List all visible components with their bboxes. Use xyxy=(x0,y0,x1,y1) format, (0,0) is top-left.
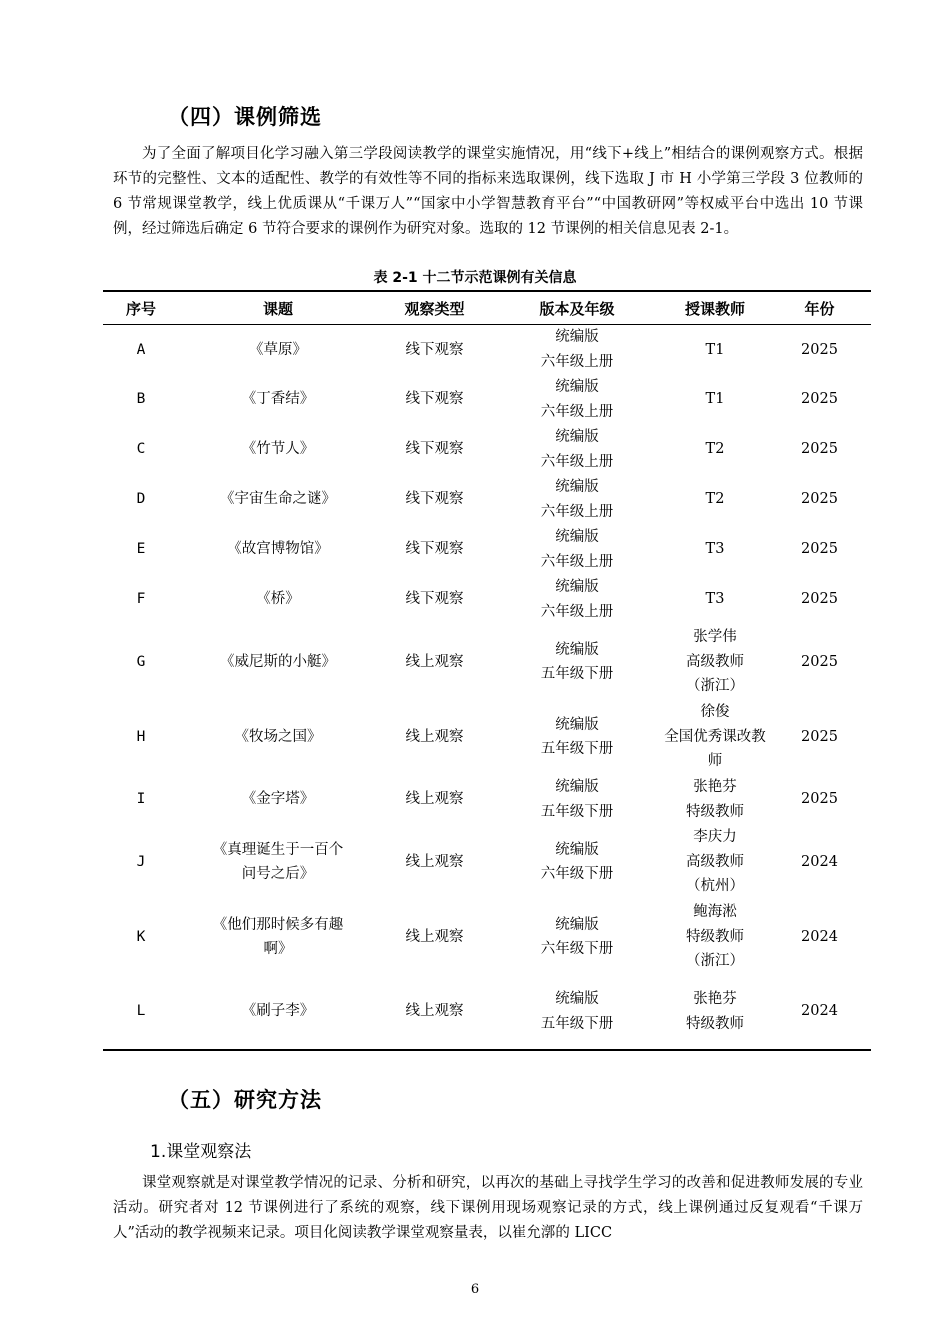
teacher-cell-line: 张学伟 xyxy=(693,629,737,646)
title-cell xyxy=(179,375,377,425)
seq-cell: D xyxy=(136,491,146,508)
edition-cell xyxy=(492,625,662,700)
teacher-cell-line: （杭州） xyxy=(686,878,744,895)
teacher-cell-line: 特级教师 xyxy=(686,803,744,820)
type-cell: 线下观察 xyxy=(405,391,464,408)
seq-cell: I xyxy=(136,791,146,808)
year-cell: 2025 xyxy=(801,591,838,608)
edition-cell xyxy=(492,325,662,375)
seq-cell: K xyxy=(136,928,146,945)
title-cell-line: 《金字塔》 xyxy=(241,791,315,808)
table-row xyxy=(103,900,871,975)
teacher-cell-line: T3 xyxy=(705,591,725,608)
edition-cell-line: 统编版 xyxy=(555,991,599,1007)
header-seq: 序号 xyxy=(103,291,179,325)
type-cell: 线上观察 xyxy=(405,653,464,670)
title-cell-line: 《刷子李》 xyxy=(241,1003,315,1020)
edition-cell-line: 统编版 xyxy=(555,529,599,545)
title-cell-line: 《宇宙生命之谜》 xyxy=(220,491,336,508)
edition-cell-line: 统编版 xyxy=(555,329,599,346)
teacher-cell xyxy=(662,575,768,625)
teacher-cell-line: （浙江） xyxy=(686,953,744,970)
seq-cell: E xyxy=(136,541,146,558)
table-row xyxy=(103,325,871,375)
title-cell-line: 《桥》 xyxy=(256,591,300,608)
edition-cell xyxy=(492,825,662,900)
type-cell: 线上观察 xyxy=(377,975,492,1050)
table-row xyxy=(103,575,871,625)
edition-cell-line: 六年级上册 xyxy=(540,403,614,420)
header-edition: 版本及年级 xyxy=(492,291,662,325)
title-cell-line: 《他们那时候多有趣 xyxy=(212,916,344,933)
type-cell: 线下观察 xyxy=(405,491,464,508)
edition-cell-line: 统编版 xyxy=(555,579,599,595)
edition-cell-line: 五年级下册 xyxy=(540,666,614,682)
teacher-cell-line: 徐俊 xyxy=(700,704,730,721)
title-cell xyxy=(179,525,377,575)
table-row xyxy=(103,825,871,900)
page-number: 6 xyxy=(470,1282,480,1297)
teacher-cell xyxy=(662,375,768,425)
table-caption: 表 2-1 十二节示范课例有关信息 xyxy=(373,270,577,286)
edition-cell-line: 六年级上册 xyxy=(540,503,614,520)
teacher-cell-line: 李庆力 xyxy=(693,829,737,846)
teacher-cell xyxy=(662,775,768,825)
edition-cell xyxy=(492,900,662,975)
edition-cell xyxy=(492,700,662,775)
table-row xyxy=(103,775,871,825)
teacher-cell-line: T3 xyxy=(705,541,725,558)
teacher-cell-line: 师 xyxy=(707,753,723,770)
teacher-cell xyxy=(662,325,768,375)
edition-cell-line: 六年级下册 xyxy=(540,941,614,957)
table-row xyxy=(103,475,871,525)
table-row xyxy=(103,375,871,425)
teacher-cell-line: 鲍海淞 xyxy=(693,904,737,921)
teacher-cell-line: 张艳芬 xyxy=(693,991,737,1007)
title-cell xyxy=(179,900,377,975)
edition-cell xyxy=(492,475,662,525)
title-cell-line: 《竹节人》 xyxy=(241,441,315,458)
seq-cell: G xyxy=(136,653,146,670)
type-cell: 线上观察 xyxy=(405,791,464,808)
title-cell xyxy=(179,575,377,625)
seq-cell: F xyxy=(136,591,146,608)
year-cell: 2025 xyxy=(801,441,838,458)
year-cell: 2024 xyxy=(801,853,838,870)
year-cell: 2024 xyxy=(801,928,838,945)
header-teacher: 授课教师 xyxy=(662,291,768,325)
year-cell: 2025 xyxy=(801,541,838,558)
year-cell: 2024 xyxy=(768,975,871,1050)
edition-cell xyxy=(492,975,662,1050)
year-cell: 2025 xyxy=(801,391,838,408)
teacher-cell-line: T2 xyxy=(705,491,725,508)
title-cell xyxy=(179,825,377,900)
teacher-cell-line: （浙江） xyxy=(686,678,744,695)
teacher-cell xyxy=(662,475,768,525)
edition-cell-line: 统编版 xyxy=(555,429,599,445)
title-cell-line: 《故宫博物馆》 xyxy=(227,541,329,558)
edition-cell-line: 六年级上册 xyxy=(540,353,614,370)
seq-cell: L xyxy=(103,975,179,1050)
section-4-heading: （四）课例筛选 xyxy=(168,105,322,129)
table-row xyxy=(103,625,871,700)
type-cell: 线下观察 xyxy=(405,341,464,358)
header-year: 年份 xyxy=(768,291,871,325)
teacher-cell-line: T2 xyxy=(705,441,725,458)
year-cell: 2025 xyxy=(801,728,838,745)
title-cell xyxy=(179,425,377,475)
edition-cell-line: 五年级下册 xyxy=(540,803,614,820)
edition-cell xyxy=(492,775,662,825)
title-cell-line: 《草原》 xyxy=(249,341,307,358)
edition-cell-line: 六年级上册 xyxy=(540,453,614,470)
teacher-cell-line: 特级教师 xyxy=(686,928,744,945)
title-cell xyxy=(179,325,377,375)
title-cell xyxy=(179,775,377,825)
teacher-cell xyxy=(662,700,768,775)
edition-cell xyxy=(492,425,662,475)
type-cell: 线下观察 xyxy=(405,441,464,458)
edition-cell-line: 统编版 xyxy=(555,916,599,933)
table-body xyxy=(103,325,871,1050)
title-cell-line: 问号之后》 xyxy=(241,866,315,882)
year-cell: 2025 xyxy=(801,341,838,358)
table-row xyxy=(103,425,871,475)
edition-cell xyxy=(492,375,662,425)
teacher-cell xyxy=(662,525,768,575)
teacher-cell xyxy=(662,900,768,975)
section-4-paragraph: 为了全面了解项目化学习融入第三学段阅读教学的课堂实施情况，用“线下+线上”相结合的课例观察方式。根据环节的完整性、文本的适配性、教学的有效性等不同的指标来选取课例，线下选取 J 市 H 小学第三学段 3 位教师的 6 节常规课堂教学，线上优质课从“千课万人”“国家中小学智慧教育平台”“中国教研网”等权威平台中选出 10 节课例，经过筛选后确定 6 节符合要求的课例作为研究对象。选取的 12 节课例的相关信息见表 2-1。 xyxy=(113,146,863,237)
seq-cell: J xyxy=(136,853,146,870)
type-cell: 线下观察 xyxy=(405,541,464,558)
title-cell-line: 《牧场之国》 xyxy=(234,728,322,745)
type-cell: 线上观察 xyxy=(405,728,464,745)
edition-cell-line: 统编版 xyxy=(555,716,599,733)
edition-cell-line: 统编版 xyxy=(555,379,599,395)
edition-cell-line: 六年级上册 xyxy=(540,553,614,570)
title-cell-line: 啊》 xyxy=(263,941,293,957)
title-cell xyxy=(179,700,377,775)
teacher-cell xyxy=(662,975,768,1050)
year-cell: 2025 xyxy=(801,653,838,670)
title-cell-line: 《真理诞生于一百个 xyxy=(212,841,344,858)
teacher-cell-line: 特级教师 xyxy=(686,1015,744,1032)
teacher-cell-line: 高级教师 xyxy=(686,653,744,670)
title-cell xyxy=(179,975,377,1050)
header-title: 课题 xyxy=(179,291,377,325)
edition-cell-line: 统编版 xyxy=(555,841,599,858)
teacher-cell-line: 全国优秀课改教 xyxy=(664,728,766,745)
edition-cell-line: 五年级下册 xyxy=(540,1015,614,1032)
teacher-cell-line: T1 xyxy=(705,391,725,408)
teacher-cell-line: 高级教师 xyxy=(686,853,744,870)
edition-cell-line: 六年级下册 xyxy=(540,866,614,882)
teacher-cell xyxy=(662,425,768,475)
seq-cell: C xyxy=(136,441,146,458)
title-cell xyxy=(179,475,377,525)
title-cell-line: 《丁香结》 xyxy=(241,391,315,408)
table-row xyxy=(103,700,871,775)
title-cell-line: 《威尼斯的小艇》 xyxy=(220,653,336,670)
edition-cell xyxy=(492,525,662,575)
seq-cell: H xyxy=(136,728,146,745)
edition-cell-line: 五年级下册 xyxy=(540,741,614,757)
edition-cell-line: 统编版 xyxy=(555,641,599,658)
seq-cell: B xyxy=(136,391,146,408)
section-5-paragraph: 课堂观察就是对课堂教学情况的记录、分析和研究，以再次的基础上寻找学生学习的改善和促进教师发展的专业活动。研究者对 12 节课例进行了系统的观察，线下课例用现场观察记录的方式，线上课例通过反复观看“千课万人”活动的教学视频来记录。项目化阅读教学课堂观察量表，以崔允漷的 LICC xyxy=(113,1175,863,1241)
seq-cell: A xyxy=(136,341,146,358)
header-type: 观察类型 xyxy=(377,291,492,325)
title-cell xyxy=(179,625,377,700)
edition-cell-line: 六年级上册 xyxy=(540,603,614,620)
table-row xyxy=(103,975,871,1050)
table-row xyxy=(103,525,871,575)
edition-cell-line: 统编版 xyxy=(555,779,599,795)
teacher-cell xyxy=(662,825,768,900)
teacher-cell xyxy=(662,625,768,700)
edition-cell xyxy=(492,575,662,625)
section-5-heading: （五）研究方法 xyxy=(168,1088,322,1112)
type-cell: 线上观察 xyxy=(405,853,464,870)
teacher-cell-line: T1 xyxy=(705,341,725,358)
type-cell: 线下观察 xyxy=(405,591,464,608)
edition-cell-line: 统编版 xyxy=(555,479,599,495)
teacher-cell-line: 张艳芬 xyxy=(693,779,737,795)
section-5-subheading: 1.课堂观察法 xyxy=(150,1142,252,1162)
type-cell: 线上观察 xyxy=(405,928,464,945)
year-cell: 2025 xyxy=(801,491,838,508)
year-cell: 2025 xyxy=(801,791,838,808)
table-header-row xyxy=(103,291,871,325)
course-info-table xyxy=(103,290,871,1051)
